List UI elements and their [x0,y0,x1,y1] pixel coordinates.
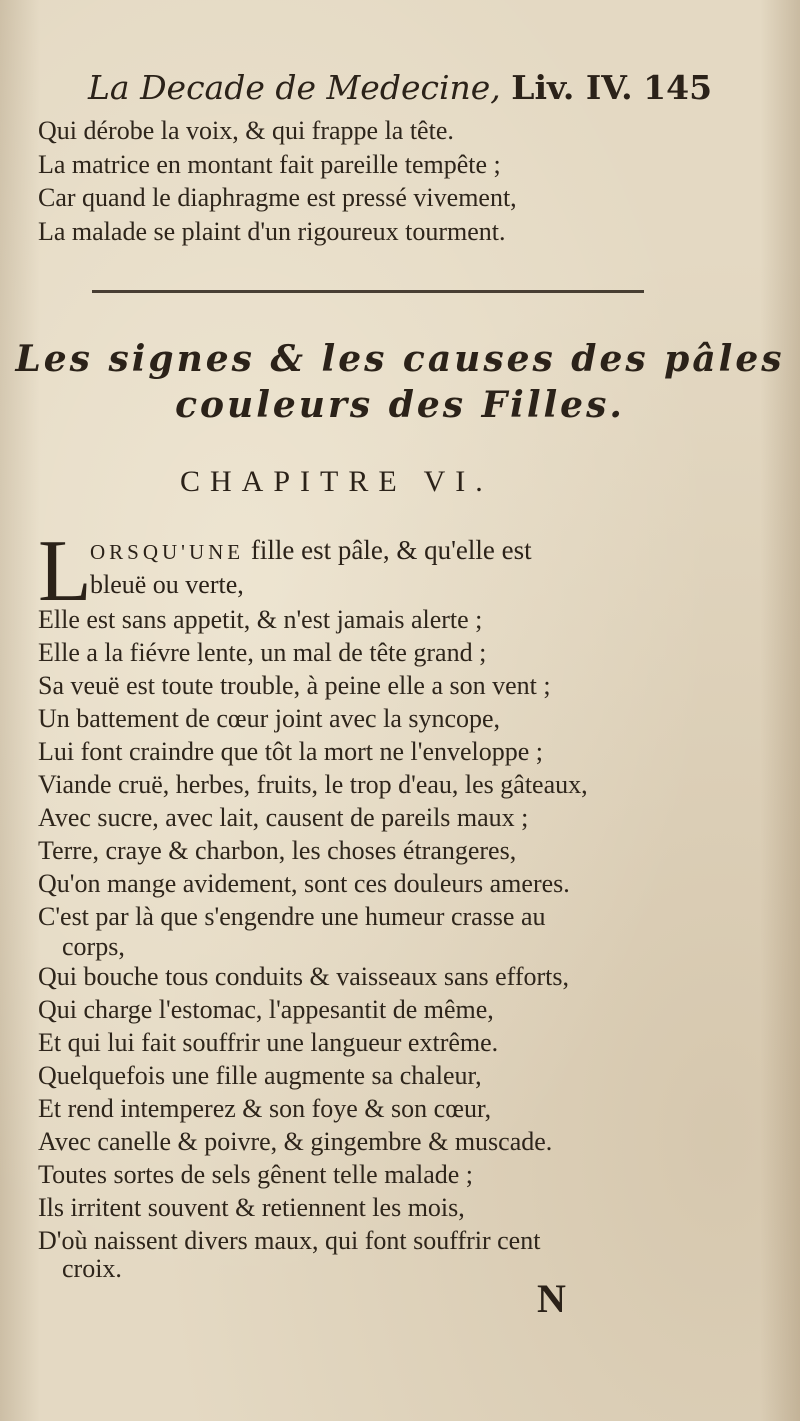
verse-line: Quelquefois une fille augmente sa chaleur, [38,1061,482,1090]
verse-line: Et qui lui fait souffrir une langueur extrême. [38,1028,499,1057]
opening-verse-line: Qui dérobe la voix, & qui frappe la tête. [38,116,454,145]
section-title-line-1: Les signes & les causes des pâles [15,338,785,380]
verse-line: Terre, craye & charbon, les choses étrangeres, [38,836,517,865]
section-title-line-2: couleurs des Filles. [175,384,625,426]
chapter-heading: CHAPITRE VI. [180,465,493,498]
opening-verse-line: La matrice en montant fait pareille tempête ; [38,150,501,179]
verse-line: Avec sucre, avec lait, causent de pareils maux ; [38,803,529,832]
verse-line: C'est par là que s'engendre une humeur crasse au [38,902,546,931]
first-line-smallcaps: ORSQU'UNE [90,540,245,564]
running-head [88,68,728,108]
verse-line: Avec canelle & poivre, & gingembre & muscade. [38,1127,553,1156]
page-number: 145 [643,68,713,107]
verse-line: croix. [62,1254,122,1283]
verse-line: Toutes sortes de sels gênent telle malade ; [38,1160,473,1189]
verse-line: Et rend intemperez & son foye & son cœur, [38,1094,492,1123]
running-head-title: La Decade de Medecine, [88,68,501,107]
verse-line: Elle est sans appetit, & n'est jamais alerte ; [38,605,483,634]
first-verse-line [90,535,532,566]
first-line-rest: fille est pâle, & qu'elle est [244,535,532,565]
section-divider-rule [92,290,644,293]
verse-line: Viande cruë, herbes, fruits, le trop d'eau, les gâteaux, [38,770,588,799]
opening-verse-line: La malade se plaint d'un rigoureux tourment. [38,217,506,246]
verse-line: Sa veuë est toute trouble, à peine elle a son vent ; [38,671,551,700]
verse-line: Un battement de cœur joint avec la syncope, [38,704,501,733]
verse-line: D'où naissent divers maux, qui font souffrir cent [38,1226,541,1255]
verse-line: Qu'on mange avidement, sont ces douleurs ameres. [38,869,570,898]
verse-line: Qui bouche tous conduits & vaisseaux sans efforts, [38,962,569,991]
verse-line: Elle a la fiévre lente, un mal de tête grand ; [38,638,487,667]
opening-verse-line: Car quand le diaphragme est pressé vivement, [38,183,517,212]
running-head-book: Liv. IV. [511,68,633,107]
drop-cap: L [38,523,92,620]
verse-line: Qui charge l'estomac, l'appesantit de même, [38,995,494,1024]
signature-mark: N [537,1276,566,1321]
verse-line: corps, [62,932,125,961]
second-verse-line: bleuë ou verte, [90,570,244,599]
verse-line: Lui font craindre que tôt la mort ne l'enveloppe ; [38,737,544,766]
verse-line: Ils irritent souvent & retiennent les mois, [38,1193,465,1222]
